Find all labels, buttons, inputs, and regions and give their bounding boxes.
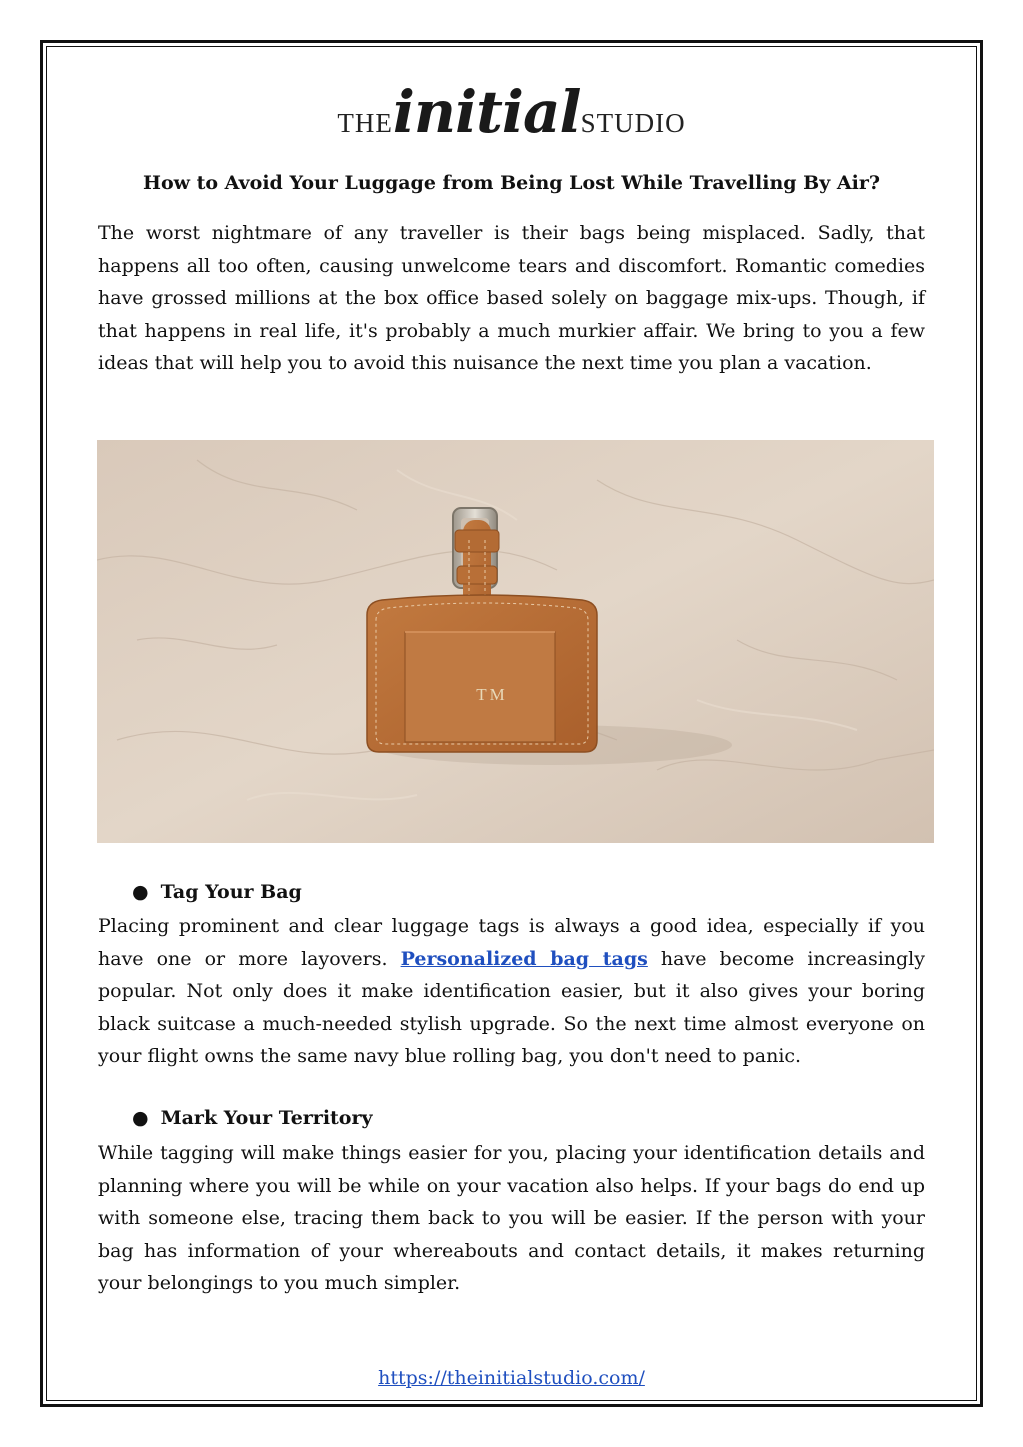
brand-logo — [0, 78, 1023, 148]
bullet-dot: ● — [132, 1107, 149, 1129]
section-heading-tag-your-bag — [132, 881, 302, 903]
tag-text-before: Placing prominent and clear luggage tags is always a good idea, especially if you have one or more layovers. — [98, 915, 925, 970]
intro-paragraph: The worst nightmare of any traveller is their bags being misplaced. Sadly, that happens all too often, causing unwelcome tears and discomfort. Romantic comedies have grossed millions at the box office based solely on baggage mix-ups. Though, if that happens in real life, it's probably a much murkier affair. We bring to you a few ideas that will help you to avoid this nuisance the next time you plan a vacation. — [98, 222, 925, 375]
logo-studio: STUDIO — [580, 108, 686, 138]
mark-your-territory-paragraph: While tagging will make things easier for you, placing your identification details and planning where you will be while on your vacation also helps. If your bags do end up with someone else, tracing them back to you will be easier. If the person with your bag has information of your whereabouts and contact details, it makes returning your belongings to you much simpler. — [98, 1142, 925, 1295]
bullet-dot: ● — [132, 881, 149, 903]
section-heading-text: Tag Your Bag — [160, 881, 302, 903]
personalized-bag-tags-link[interactable]: Personalized bag tags — [400, 947, 648, 970]
section-heading-mark-your-territory — [132, 1107, 373, 1129]
section-heading-text: Mark Your Territory — [160, 1107, 373, 1129]
article-title: How to Avoid Your Luggage from Being Lost While Travelling By Air? — [143, 172, 880, 194]
footer-website-link[interactable]: https://theinitialstudio.com/ — [378, 1367, 645, 1389]
tag-text-after: have become increasingly popular. Not only does it make identification easier, but it also gives your boring black suitcase a much-needed stylish upgrade. So the next time almost everyone on your flight owns the same navy blue rolling bag, you don't need to panic. — [98, 947, 925, 1068]
tag-your-bag-paragraph — [98, 910, 925, 1073]
logo-the: THE — [337, 108, 393, 138]
luggage-tag-photo — [97, 440, 934, 843]
logo-initial: initial — [392, 78, 581, 146]
tag-monogram: TM — [476, 685, 508, 704]
